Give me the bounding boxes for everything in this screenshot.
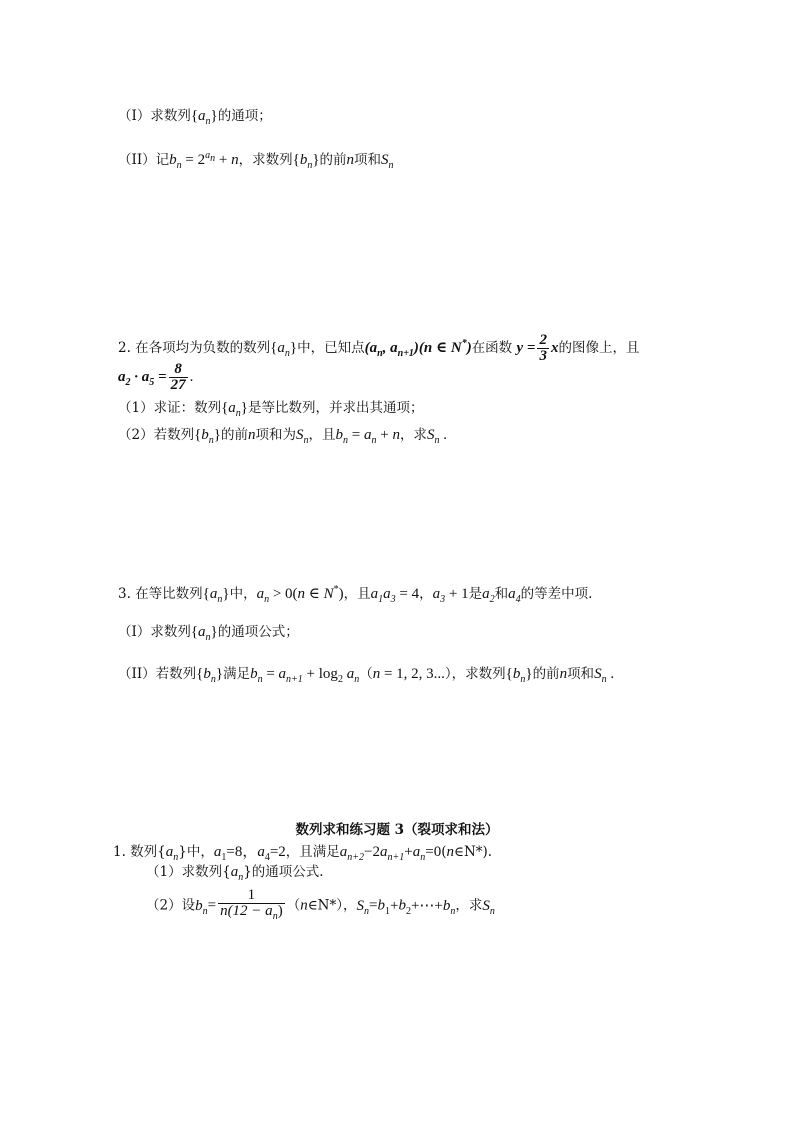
p2-condition: $a_2 \cdot a_5$ = $\frac{8}{27}$ .	[118, 361, 194, 393]
p3-question-2: （II）若数列$\{b_n\}$满足$b_n = a_{n+1} + \log_2 a_n(n = 1$, 2, 3...），求数列$\{b_n\}$的前n项和$S_n$ .	[118, 666, 615, 685]
p4-statement: 1. 数列$\{a_n\}$中，$a_1=8$，$a_4=2$，且满足$a_{n+2}-2a_{n+1}+a_n=0(n\in N*)$.	[113, 844, 493, 863]
p3-statement: 3. 在等比数列$\{a_n\}$中，$a_n > 0(n$ ∈ N*)，且$a_1a_3 = 4$，$a_3 + 1$是$a_2$和$a_4$的等差中项.	[118, 584, 593, 605]
p1-question-1: （I）求数列$\{a_n\}$的通项；	[118, 108, 272, 127]
p2-question-2: （2）若数列$\{b_n\}$的前n项和为$S_n$，且$b_n = a_n + n$，求$S_n$ .	[118, 427, 447, 446]
p2-question-1: （1）求证：数列$\{a_n\}$是等比数列，并求出其通项；	[118, 400, 424, 419]
p2-statement: 2. 在各项均为负数的数列$\{a_n\}$中，已知点($a_n$, $a_{n+1})(n$ ∈ N*)在函数 y = $\frac{2}{3}$ x的图像上，且	[118, 332, 640, 364]
p4-question-2: （2）设$b_n=$ $\frac{1}{n(12 - a_n)}$ （n∈N*），$S_n=b_1+b_2+\cdots+b_n$，求$S_n$	[146, 887, 495, 922]
two-thirds-fraction: $\frac{2}{3}$	[539, 332, 547, 364]
eight-27ths-fraction: $\frac{8}{27}$	[170, 361, 186, 393]
p1-question-2: （II）记$b_n = 2^{a_n} + n$，求数列$\{b_n\}$的前n项和$S_n$	[118, 150, 394, 171]
p3-question-1: （I）求数列$\{a_n\}$的通项公式；	[118, 624, 299, 643]
p4-question-1: （1）求数列$\{a_n\}$的通项公式.	[146, 864, 324, 883]
bn-fraction: $\frac{1}{n(12 - a_n)}$	[220, 887, 283, 922]
section-title: 数列求和练习题 3（裂项求和法）	[295, 822, 499, 838]
